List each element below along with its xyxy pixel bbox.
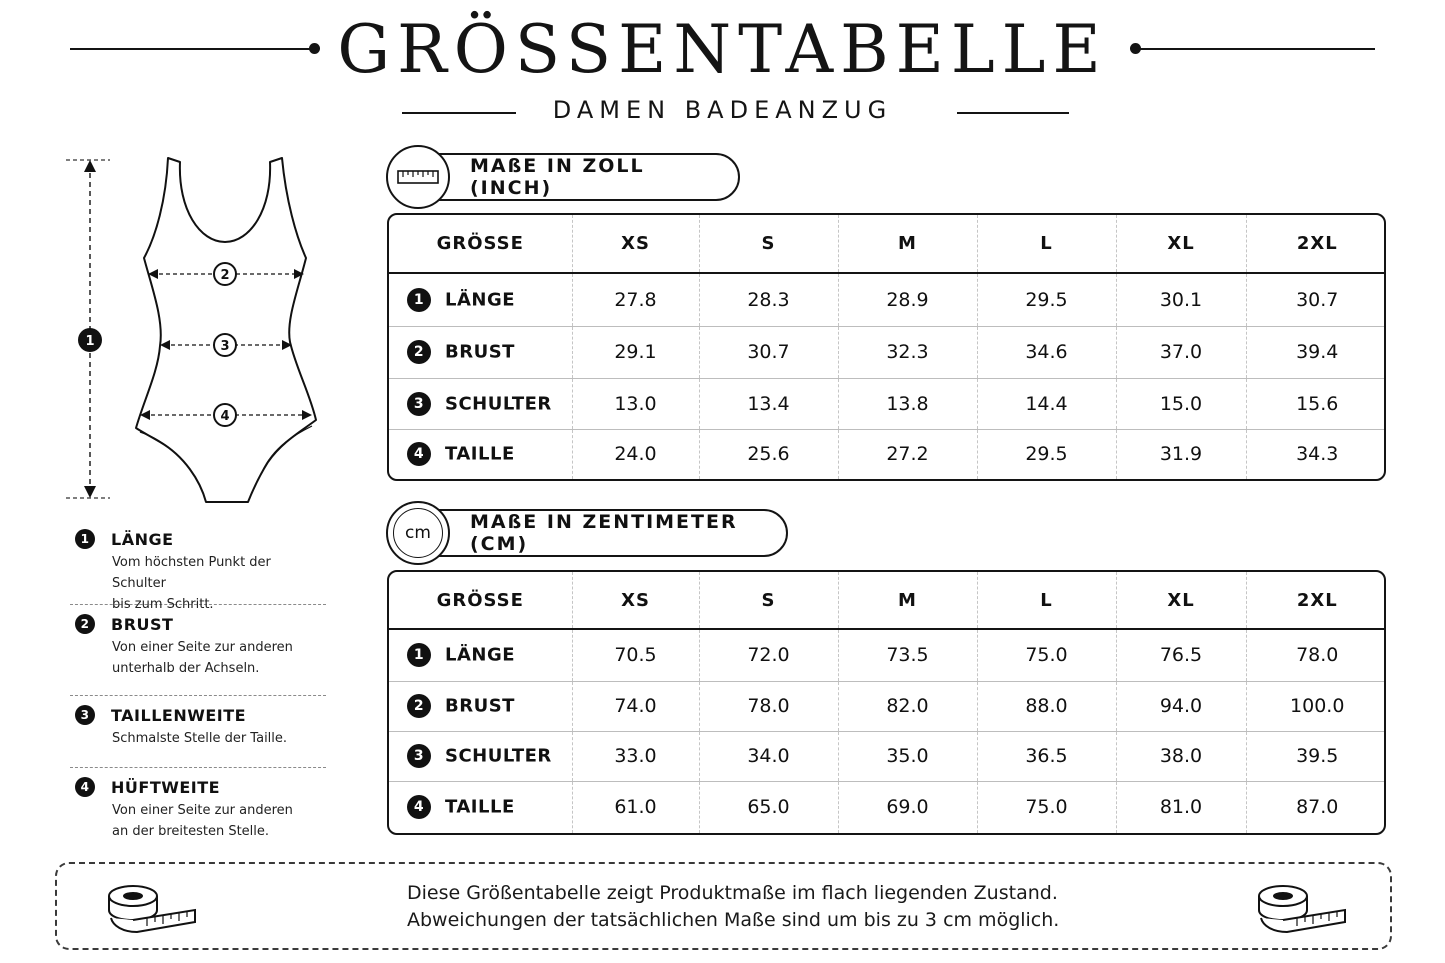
legend-desc-line: Vom höchsten Punkt der Schulter: [112, 555, 271, 591]
marker-2-label: 2: [220, 268, 230, 283]
row-label-text: SCHULTER: [445, 745, 552, 767]
table-cell: 28.9: [838, 273, 977, 326]
row-number-badge: 4: [407, 795, 431, 819]
legend-item: [70, 695, 326, 767]
legend-item-title: [70, 526, 326, 552]
legend-title-text: HÜFTWEITE: [111, 777, 221, 797]
legend-number-badge: 1: [75, 529, 95, 549]
table-cell: 27.2: [838, 429, 977, 479]
col-header-s: S: [699, 215, 838, 273]
row-label: [389, 731, 572, 781]
legend-description: [112, 800, 326, 842]
table-cell: 31.9: [1116, 429, 1246, 479]
table-cell: 14.4: [977, 378, 1116, 429]
table-cell: 94.0: [1116, 681, 1246, 731]
legend-item-title: [70, 774, 326, 800]
table-cell: 34.3: [1246, 429, 1386, 479]
measuring-tape-icon: [1257, 882, 1349, 934]
table-header-row: [389, 215, 1386, 273]
cm-icon: cm: [393, 508, 443, 558]
table-cell: 30.7: [699, 326, 838, 378]
hip-arrow-right: [302, 410, 312, 420]
marker-4-label: 4: [220, 409, 230, 424]
col-header-size: GRÖSSE: [436, 233, 524, 254]
table-cell: 38.0: [1116, 731, 1246, 781]
inch-section-header: [386, 145, 746, 209]
table-cell: 34.0: [699, 731, 838, 781]
col-header-s: S: [699, 572, 838, 629]
measuring-tape-icon: [107, 882, 199, 934]
legend-desc-line: an der breitesten Stelle.: [112, 824, 270, 839]
row-label-text: TAILLE: [445, 443, 515, 465]
col-header-l: L: [977, 215, 1116, 273]
table-cell: 29.5: [977, 429, 1116, 479]
table-row: [389, 681, 1386, 731]
ruler-icon-badge: [386, 145, 450, 209]
row-label: [389, 429, 572, 479]
page-subtitle: DAMEN BADEANZUG: [552, 96, 893, 124]
footer-note-line: Abweichungen der tatsächlichen Maße sind um bis zu 3 cm möglich.: [407, 909, 1060, 931]
row-label: [389, 781, 572, 833]
row-label: [389, 326, 572, 378]
table-row: [389, 429, 1386, 479]
length-arrow-head-top: [84, 160, 96, 172]
row-number-badge: 1: [407, 288, 431, 312]
cm-icon-badge: [386, 501, 450, 565]
table-cell: 65.0: [699, 781, 838, 833]
col-header-2xl: 2XL: [1246, 572, 1386, 629]
table-row: [389, 378, 1386, 429]
title-rule-right: [1135, 48, 1375, 50]
subtitle-rule-right: [957, 112, 1069, 114]
table-cell: 24.0: [572, 429, 699, 479]
table-cell: 100.0: [1246, 681, 1386, 731]
table-cell: 15.0: [1116, 378, 1246, 429]
col-header-xl: XL: [1116, 215, 1246, 273]
row-number-badge: 4: [407, 442, 431, 466]
table-cell: 36.5: [977, 731, 1116, 781]
legend-description: [112, 728, 326, 749]
row-label-text: BRUST: [445, 341, 515, 363]
legend-title-text: LÄNGE: [111, 529, 174, 549]
table-cell: 39.4: [1246, 326, 1386, 378]
page-title: GRÖSSENTABELLE: [337, 11, 1108, 88]
col-header-m: M: [838, 215, 977, 273]
footer-note-line: Diese Größentabelle zeigt Produktmaße im flach liegenden Zustand.: [407, 882, 1058, 904]
table-cell: 13.8: [838, 378, 977, 429]
row-number-badge: 2: [407, 340, 431, 364]
legend-item: [70, 520, 326, 612]
col-header-xl: XL: [1116, 572, 1246, 629]
col-header-2xl: 2XL: [1246, 215, 1386, 273]
row-label: [389, 378, 572, 429]
table-cell: 35.0: [838, 731, 977, 781]
table-cell: 75.0: [977, 629, 1116, 681]
row-label-text: TAILLE: [445, 796, 515, 818]
table-cell: 72.0: [699, 629, 838, 681]
table-cell: 87.0: [1246, 781, 1386, 833]
swimsuit-outline: [136, 158, 316, 502]
legend-item: [70, 604, 326, 695]
table-row: [389, 326, 1386, 378]
marker-1-label: 1: [85, 334, 95, 349]
length-arrow-head-bottom: [84, 486, 96, 498]
table-cell: 29.1: [572, 326, 699, 378]
legend-number-badge: 2: [75, 614, 95, 634]
table-row: [389, 731, 1386, 781]
table-cell: 76.5: [1116, 629, 1246, 681]
table-cell: 82.0: [838, 681, 977, 731]
row-label-text: LÄNGE: [445, 289, 516, 311]
row-label-text: LÄNGE: [445, 644, 516, 666]
table-cell: 37.0: [1116, 326, 1246, 378]
table-cell: 69.0: [838, 781, 977, 833]
table-cell: 70.5: [572, 629, 699, 681]
table-cell: 34.6: [977, 326, 1116, 378]
legend-desc-line: Von einer Seite zur anderen: [112, 640, 293, 655]
legend-desc-line: Schmalste Stelle der Taille.: [112, 731, 288, 746]
table-row: [389, 781, 1386, 833]
table-cell: 78.0: [1246, 629, 1386, 681]
table-cell: 30.1: [1116, 273, 1246, 326]
col-header-xs: XS: [572, 215, 699, 273]
row-label-text: BRUST: [445, 695, 515, 717]
table-cell: 15.6: [1246, 378, 1386, 429]
table-cell: 73.5: [838, 629, 977, 681]
table-cell: 27.8: [572, 273, 699, 326]
col-header-l: L: [977, 572, 1116, 629]
row-number-badge: 2: [407, 694, 431, 718]
footer-note-box: [55, 862, 1392, 950]
table-cell: 88.0: [977, 681, 1116, 731]
table-row: [389, 629, 1386, 681]
row-label: [389, 629, 572, 681]
col-header-m: M: [838, 572, 977, 629]
table-cell: 13.4: [699, 378, 838, 429]
table-header-row: [389, 572, 1386, 629]
legend-number-badge: 4: [75, 777, 95, 797]
table-cell: 25.6: [699, 429, 838, 479]
footer-note: [407, 880, 1059, 934]
row-number-badge: 1: [407, 643, 431, 667]
cm-size-table: [387, 570, 1386, 835]
row-number-badge: 3: [407, 744, 431, 768]
legend-number-badge: 3: [75, 705, 95, 725]
legend-item: [70, 767, 326, 851]
swimsuit-leg-trim-left: [140, 432, 202, 490]
legend-item-title: [70, 702, 326, 728]
measurement-legend: [70, 520, 326, 851]
legend-title-text: BRUST: [111, 614, 174, 634]
inch-size-table: [387, 213, 1386, 481]
swimsuit-diagram: [60, 150, 340, 510]
table-cell: 32.3: [838, 326, 977, 378]
swimsuit-leg-trim-right: [262, 426, 312, 472]
legend-description: [112, 637, 326, 679]
legend-desc-line: bis zum Schritt.: [112, 597, 214, 612]
legend-desc-line: Von einer Seite zur anderen: [112, 803, 293, 818]
table-row: [389, 273, 1386, 326]
table-cell: 75.0: [977, 781, 1116, 833]
table-cell: 81.0: [1116, 781, 1246, 833]
marker-3-label: 3: [220, 339, 230, 354]
ruler-icon: [396, 167, 440, 187]
cm-section-title: MAßE IN ZENTIMETER (CM): [416, 509, 788, 557]
table-cell: 13.0: [572, 378, 699, 429]
table-cell: 29.5: [977, 273, 1116, 326]
row-label: [389, 681, 572, 731]
row-number-badge: 3: [407, 392, 431, 416]
col-header-size: GRÖSSE: [436, 589, 524, 611]
table-cell: 39.5: [1246, 731, 1386, 781]
table-cell: 33.0: [572, 731, 699, 781]
table-cell: 78.0: [699, 681, 838, 731]
table-cell: 30.7: [1246, 273, 1386, 326]
col-header-xs: XS: [572, 572, 699, 629]
inch-section-title: MAßE IN ZOLL (INCH): [416, 153, 740, 201]
legend-title-text: TAILLENWEITE: [111, 705, 247, 725]
table-cell: 74.0: [572, 681, 699, 731]
table-cell: 61.0: [572, 781, 699, 833]
row-label-text: SCHULTER: [445, 393, 552, 414]
legend-desc-line: unterhalb der Achseln.: [112, 661, 260, 676]
table-cell: 28.3: [699, 273, 838, 326]
cm-section-header: [386, 501, 796, 565]
row-label: [389, 273, 572, 326]
